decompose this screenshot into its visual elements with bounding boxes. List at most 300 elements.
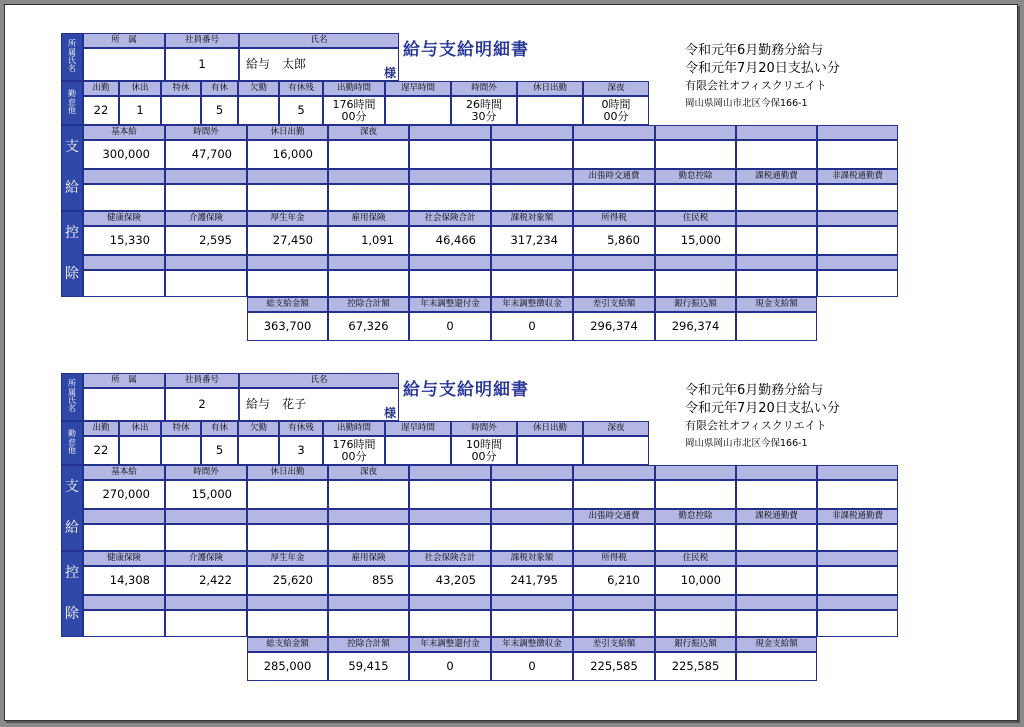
- attendance-value: [238, 436, 279, 465]
- attendance-value: [161, 436, 201, 465]
- totals-label: 控除合計額: [328, 637, 409, 652]
- attendance-value-line: 176時間: [332, 437, 376, 451]
- pay-label: [817, 465, 898, 480]
- attendance-value: [385, 436, 451, 465]
- attendance-value-line: 30分: [471, 109, 497, 123]
- attendance-band-char: 勤: [68, 429, 76, 439]
- attendance-value: [451, 96, 517, 125]
- pay-value: [83, 524, 165, 551]
- deduct-value: [409, 610, 491, 637]
- deduct-label: 住民税: [655, 551, 736, 566]
- totals-label: 銀行振込額: [655, 297, 736, 312]
- pay-value: [491, 480, 573, 509]
- attendance-value: 22: [83, 436, 119, 465]
- emp-no-label: 社員番号: [165, 33, 239, 48]
- pay-value: [409, 480, 491, 509]
- attendance-value-line: 00分: [341, 449, 367, 463]
- deduct-value: [736, 270, 817, 297]
- pay-label: [409, 125, 491, 140]
- document-title: 給与支給明細書: [403, 380, 529, 400]
- deduct-label: [328, 255, 409, 270]
- deduct-value: [328, 270, 409, 297]
- totals-label: 年末調整徴収金: [491, 297, 573, 312]
- attendance-band: [61, 81, 83, 125]
- deduct-label: 課税対象額: [491, 211, 573, 226]
- deduct-value: 15,000: [655, 226, 736, 255]
- deduct-band-char: 控: [65, 225, 79, 242]
- pay-value: [491, 524, 573, 551]
- deduct-label: [573, 595, 655, 610]
- deduct-label: [573, 255, 655, 270]
- deduct-value: 5,860: [573, 226, 655, 255]
- pay-label: 出張時交通費: [573, 169, 655, 184]
- deduct-label: 厚生年金: [247, 211, 328, 226]
- totals-value: 67,326: [328, 312, 409, 341]
- dept-value: [83, 48, 165, 81]
- deduct-value: [409, 270, 491, 297]
- pay-label: 基本給: [83, 465, 165, 480]
- totals-label: 年末調整徴収金: [491, 637, 573, 652]
- totals-value: 0: [409, 652, 491, 681]
- attendance-label: 特休: [161, 81, 201, 96]
- pay-value: [491, 184, 573, 211]
- pay-label: 非課税通勤費: [817, 169, 898, 184]
- pay-label: 深夜: [328, 465, 409, 480]
- pay-value: 16,000: [247, 140, 328, 169]
- payday-line: 令和元年7月20日支払い分: [685, 61, 840, 76]
- deduct-value: 14,308: [83, 566, 165, 595]
- pay-value: [736, 480, 817, 509]
- pay-label: [83, 169, 165, 184]
- deduct-value: [736, 610, 817, 637]
- deduct-label: 雇用保険: [328, 211, 409, 226]
- pay-value: [736, 184, 817, 211]
- attendance-label: 深夜: [583, 421, 649, 436]
- pay-label: 出張時交通費: [573, 509, 655, 524]
- period-line: 令和元年6月勤務分給与: [685, 383, 824, 398]
- totals-label: 差引支給額: [573, 637, 655, 652]
- attendance-value: [119, 436, 161, 465]
- pay-value: [817, 524, 898, 551]
- totals-value: [736, 312, 817, 341]
- totals-label: 銀行振込額: [655, 637, 736, 652]
- deduct-value: [573, 270, 655, 297]
- attendance-label: 出勤: [83, 421, 119, 436]
- company-address: 岡山県岡山市北区今保166-1: [685, 438, 808, 449]
- deduct-value: 10,000: [655, 566, 736, 595]
- attendance-label: 時間外: [451, 81, 517, 96]
- affiliation-band-char: 氏: [68, 56, 76, 65]
- deduct-label: [409, 255, 491, 270]
- deduct-label: [247, 595, 328, 610]
- deduct-label: [165, 255, 247, 270]
- deduct-label: [817, 255, 898, 270]
- honorific-sama: 様: [383, 406, 396, 421]
- employee-name: [239, 388, 399, 421]
- attendance-value: [451, 436, 517, 465]
- totals-value: 225,585: [573, 652, 655, 681]
- document-title: 給与支給明細書: [403, 40, 529, 60]
- attendance-value-line: 10時間: [466, 437, 502, 451]
- company-address: 岡山県岡山市北区今保166-1: [685, 98, 808, 109]
- deduct-label: [736, 255, 817, 270]
- pay-label: 非課税通勤費: [817, 509, 898, 524]
- totals-value: 0: [491, 312, 573, 341]
- deduct-value: [247, 610, 328, 637]
- deduct-value: 241,795: [491, 566, 573, 595]
- deduct-value: 2,595: [165, 226, 247, 255]
- deduct-label: 健康保険: [83, 551, 165, 566]
- pay-label: [165, 509, 247, 524]
- totals-label: 年末調整還付金: [409, 637, 491, 652]
- pay-label: 勤怠控除: [655, 169, 736, 184]
- affiliation-band-char: 名: [68, 404, 76, 414]
- deduct-value: [491, 610, 573, 637]
- deduct-value: 25,620: [247, 566, 328, 595]
- pay-label: [491, 169, 573, 184]
- totals-label: 現金支給額: [736, 637, 817, 652]
- pay-label: [83, 509, 165, 524]
- deduct-label: [491, 595, 573, 610]
- pay-value: [409, 184, 491, 211]
- deduct-band-char: 控: [65, 565, 79, 582]
- pay-band: [61, 125, 83, 211]
- deduct-label: [83, 595, 165, 610]
- attendance-value: 22: [83, 96, 119, 125]
- pay-label: [491, 125, 573, 140]
- attendance-value: [238, 96, 279, 125]
- period-line: 令和元年6月勤務分給与: [685, 43, 824, 58]
- pay-label: 課税通勤費: [736, 169, 817, 184]
- payslip-page: [4, 4, 1018, 721]
- pay-value: [328, 140, 409, 169]
- affiliation-band-char: 名: [68, 64, 76, 74]
- deduct-label: 雇用保険: [328, 551, 409, 566]
- attendance-label: 有休: [201, 81, 238, 96]
- attendance-band-char: 他: [68, 446, 76, 456]
- attendance-value-line: 00分: [341, 109, 367, 123]
- deduct-value: [817, 270, 898, 297]
- deduct-value: [83, 270, 165, 297]
- name-label: 氏名: [239, 33, 399, 48]
- pay-label: [573, 125, 655, 140]
- pay-value: [165, 184, 247, 211]
- deduct-value: 317,234: [491, 226, 573, 255]
- deduct-label: [736, 551, 817, 566]
- deduct-value: 46,466: [409, 226, 491, 255]
- attendance-label: 時間外: [451, 421, 517, 436]
- attendance-value-line: 00分: [603, 109, 629, 123]
- attendance-value: [323, 436, 385, 465]
- affiliation-band: [61, 373, 83, 421]
- pay-value: [573, 480, 655, 509]
- deduct-label: [817, 551, 898, 566]
- deduct-label: 介護保険: [165, 211, 247, 226]
- attendance-value: [583, 96, 649, 125]
- totals-value: 296,374: [655, 312, 736, 341]
- pay-label: [328, 169, 409, 184]
- attendance-label: 遅早時間: [385, 81, 451, 96]
- attendance-value: 1: [119, 96, 161, 125]
- pay-band: [61, 465, 83, 551]
- totals-label: 現金支給額: [736, 297, 817, 312]
- deduct-band: [61, 551, 83, 637]
- totals-value: 0: [409, 312, 491, 341]
- pay-value: [655, 524, 736, 551]
- pay-label: 時間外: [165, 125, 247, 140]
- totals-label: 総支給金額: [247, 297, 328, 312]
- totals-value: 296,374: [573, 312, 655, 341]
- pay-value: [736, 140, 817, 169]
- attendance-value-line: 0時間: [601, 97, 631, 111]
- name-label: 氏名: [239, 373, 399, 388]
- deduct-label: [817, 595, 898, 610]
- pay-band-char: 支: [65, 479, 79, 496]
- pay-band-char: 支: [65, 139, 79, 156]
- employee-name-text: 給与 太郎: [246, 57, 307, 72]
- attendance-label: 欠勤: [238, 81, 279, 96]
- attendance-label: 有休: [201, 421, 238, 436]
- deduct-label: [736, 211, 817, 226]
- deduct-value: [328, 610, 409, 637]
- deduct-value: [655, 610, 736, 637]
- deduct-value: 855: [328, 566, 409, 595]
- deduct-label: 健康保険: [83, 211, 165, 226]
- payslip-2: [5, 345, 1017, 674]
- attendance-value-line: 00分: [471, 449, 497, 463]
- deduct-value: [573, 610, 655, 637]
- deduct-value: [491, 270, 573, 297]
- dept-value: [83, 388, 165, 421]
- pay-value: [165, 524, 247, 551]
- totals-value: 225,585: [655, 652, 736, 681]
- emp-no-label: 社員番号: [165, 373, 239, 388]
- pay-value: [83, 184, 165, 211]
- deduct-value: 27,450: [247, 226, 328, 255]
- totals-value: 363,700: [247, 312, 328, 341]
- deduct-label: [83, 255, 165, 270]
- deduct-label: 社会保険合計: [409, 551, 491, 566]
- pay-band-char: 給: [65, 180, 79, 196]
- deduct-label: [165, 595, 247, 610]
- pay-value: [655, 480, 736, 509]
- pay-value: [573, 140, 655, 169]
- deduct-band: [61, 211, 83, 297]
- deduct-value: 2,422: [165, 566, 247, 595]
- pay-label: [165, 169, 247, 184]
- pay-label: [247, 509, 328, 524]
- deduct-label: [817, 211, 898, 226]
- pay-value: [655, 184, 736, 211]
- deduct-label: 課税対象額: [491, 551, 573, 566]
- deduct-value: [247, 270, 328, 297]
- emp-no-value: 1: [165, 48, 239, 81]
- deduct-label: 厚生年金: [247, 551, 328, 566]
- attendance-value: 3: [279, 436, 323, 465]
- attendance-value: 5: [201, 96, 238, 125]
- pay-value: [409, 140, 491, 169]
- deduct-label: [655, 255, 736, 270]
- totals-label: 控除合計額: [328, 297, 409, 312]
- deduct-label: 住民税: [655, 211, 736, 226]
- employee-name: [239, 48, 399, 81]
- deduct-label: 所得税: [573, 211, 655, 226]
- deduct-value: 6,210: [573, 566, 655, 595]
- pay-value: [655, 140, 736, 169]
- totals-value: 285,000: [247, 652, 328, 681]
- pay-label: 課税通勤費: [736, 509, 817, 524]
- pay-value: [247, 184, 328, 211]
- pay-value: [328, 184, 409, 211]
- deduct-label: 所得税: [573, 551, 655, 566]
- payday-line: 令和元年7月20日支払い分: [685, 401, 840, 416]
- attendance-label: 休出: [119, 81, 161, 96]
- pay-value: [247, 480, 328, 509]
- deduct-value: [736, 566, 817, 595]
- deduct-value: [736, 226, 817, 255]
- affiliation-band-char: 所: [68, 379, 76, 389]
- pay-value: [817, 140, 898, 169]
- deduct-label: 介護保険: [165, 551, 247, 566]
- pay-label: 基本給: [83, 125, 165, 140]
- deduct-label: [655, 595, 736, 610]
- deduct-label: [491, 255, 573, 270]
- pay-label: [736, 465, 817, 480]
- deduct-band-char: 除: [65, 266, 79, 282]
- attendance-band-char: 勤: [68, 89, 76, 99]
- attendance-label: 欠勤: [238, 421, 279, 436]
- deduct-label: [328, 595, 409, 610]
- attendance-value-line: 176時間: [332, 97, 376, 111]
- deduct-value: 15,330: [83, 226, 165, 255]
- pay-label: [247, 169, 328, 184]
- attendance-value: [517, 436, 583, 465]
- attendance-value: [323, 96, 385, 125]
- affiliation-band-char: 氏: [68, 396, 76, 405]
- attendance-label: 深夜: [583, 81, 649, 96]
- attendance-value: [583, 436, 649, 465]
- dept-label: 所 属: [83, 33, 165, 48]
- deduct-value: [817, 566, 898, 595]
- pay-label: 時間外: [165, 465, 247, 480]
- attendance-label: 休出: [119, 421, 161, 436]
- pay-label: [491, 509, 573, 524]
- attendance-label: 有休残: [279, 421, 323, 436]
- totals-label: 差引支給額: [573, 297, 655, 312]
- deduct-value: 1,091: [328, 226, 409, 255]
- pay-value: [247, 524, 328, 551]
- employee-name-text: 給与 花子: [246, 397, 307, 412]
- attendance-band: [61, 421, 83, 465]
- emp-no-value: 2: [165, 388, 239, 421]
- attendance-label: 休日出勤: [517, 421, 583, 436]
- deduct-value: [817, 226, 898, 255]
- attendance-band-char: 他: [68, 106, 76, 116]
- pay-value: 15,000: [165, 480, 247, 509]
- deduct-value: 43,205: [409, 566, 491, 595]
- pay-value: [736, 524, 817, 551]
- pay-value: [817, 480, 898, 509]
- pay-label: [817, 125, 898, 140]
- honorific-sama: 様: [383, 66, 396, 81]
- pay-label: [409, 465, 491, 480]
- dept-label: 所 属: [83, 373, 165, 388]
- pay-value: [817, 184, 898, 211]
- affiliation-band-char: 属: [68, 387, 76, 397]
- pay-label: [655, 465, 736, 480]
- totals-label: 年末調整還付金: [409, 297, 491, 312]
- deduct-value: [655, 270, 736, 297]
- attendance-value: [161, 96, 201, 125]
- pay-value: 300,000: [83, 140, 165, 169]
- pay-label: 勤怠控除: [655, 509, 736, 524]
- pay-value: 47,700: [165, 140, 247, 169]
- pay-value: [491, 140, 573, 169]
- attendance-label: 有休残: [279, 81, 323, 96]
- attendance-label: 特休: [161, 421, 201, 436]
- attendance-value: [517, 96, 583, 125]
- attendance-band-char: 怠: [68, 437, 76, 447]
- deduct-value: [83, 610, 165, 637]
- pay-value: [573, 184, 655, 211]
- pay-band-char: 給: [65, 520, 79, 536]
- deduct-band-char: 除: [65, 606, 79, 622]
- attendance-band-char: 怠: [68, 97, 76, 107]
- pay-label: [328, 509, 409, 524]
- company-name: 有限会社オフィスクリエイト: [685, 419, 827, 432]
- attendance-value: 5: [279, 96, 323, 125]
- pay-value: [409, 524, 491, 551]
- deduct-label: [247, 255, 328, 270]
- totals-value: 59,415: [328, 652, 409, 681]
- pay-value: 270,000: [83, 480, 165, 509]
- attendance-value-line: 26時間: [466, 97, 502, 111]
- pay-label: [491, 465, 573, 480]
- pay-label: 深夜: [328, 125, 409, 140]
- totals-value: 0: [491, 652, 573, 681]
- attendance-label: 出勤: [83, 81, 119, 96]
- affiliation-band-char: 属: [68, 47, 76, 57]
- payslip-1: [5, 5, 1017, 334]
- pay-value: [573, 524, 655, 551]
- pay-label: [573, 465, 655, 480]
- pay-label: [409, 509, 491, 524]
- affiliation-band-char: 所: [68, 39, 76, 49]
- totals-label: 総支給金額: [247, 637, 328, 652]
- affiliation-band: [61, 33, 83, 81]
- deduct-label: 社会保険合計: [409, 211, 491, 226]
- attendance-label: 遅早時間: [385, 421, 451, 436]
- pay-label: [409, 169, 491, 184]
- pay-value: [328, 524, 409, 551]
- attendance-label: 休日出勤: [517, 81, 583, 96]
- company-name: 有限会社オフィスクリエイト: [685, 79, 827, 92]
- attendance-label: 出勤時間: [323, 81, 385, 96]
- deduct-value: [817, 610, 898, 637]
- deduct-label: [409, 595, 491, 610]
- attendance-value: [385, 96, 451, 125]
- pay-label: 休日出勤: [247, 465, 328, 480]
- deduct-value: [165, 270, 247, 297]
- pay-label: [736, 125, 817, 140]
- totals-value: [736, 652, 817, 681]
- pay-label: 休日出勤: [247, 125, 328, 140]
- attendance-label: 出勤時間: [323, 421, 385, 436]
- pay-label: [655, 125, 736, 140]
- attendance-value: 5: [201, 436, 238, 465]
- pay-value: [328, 480, 409, 509]
- deduct-label: [736, 595, 817, 610]
